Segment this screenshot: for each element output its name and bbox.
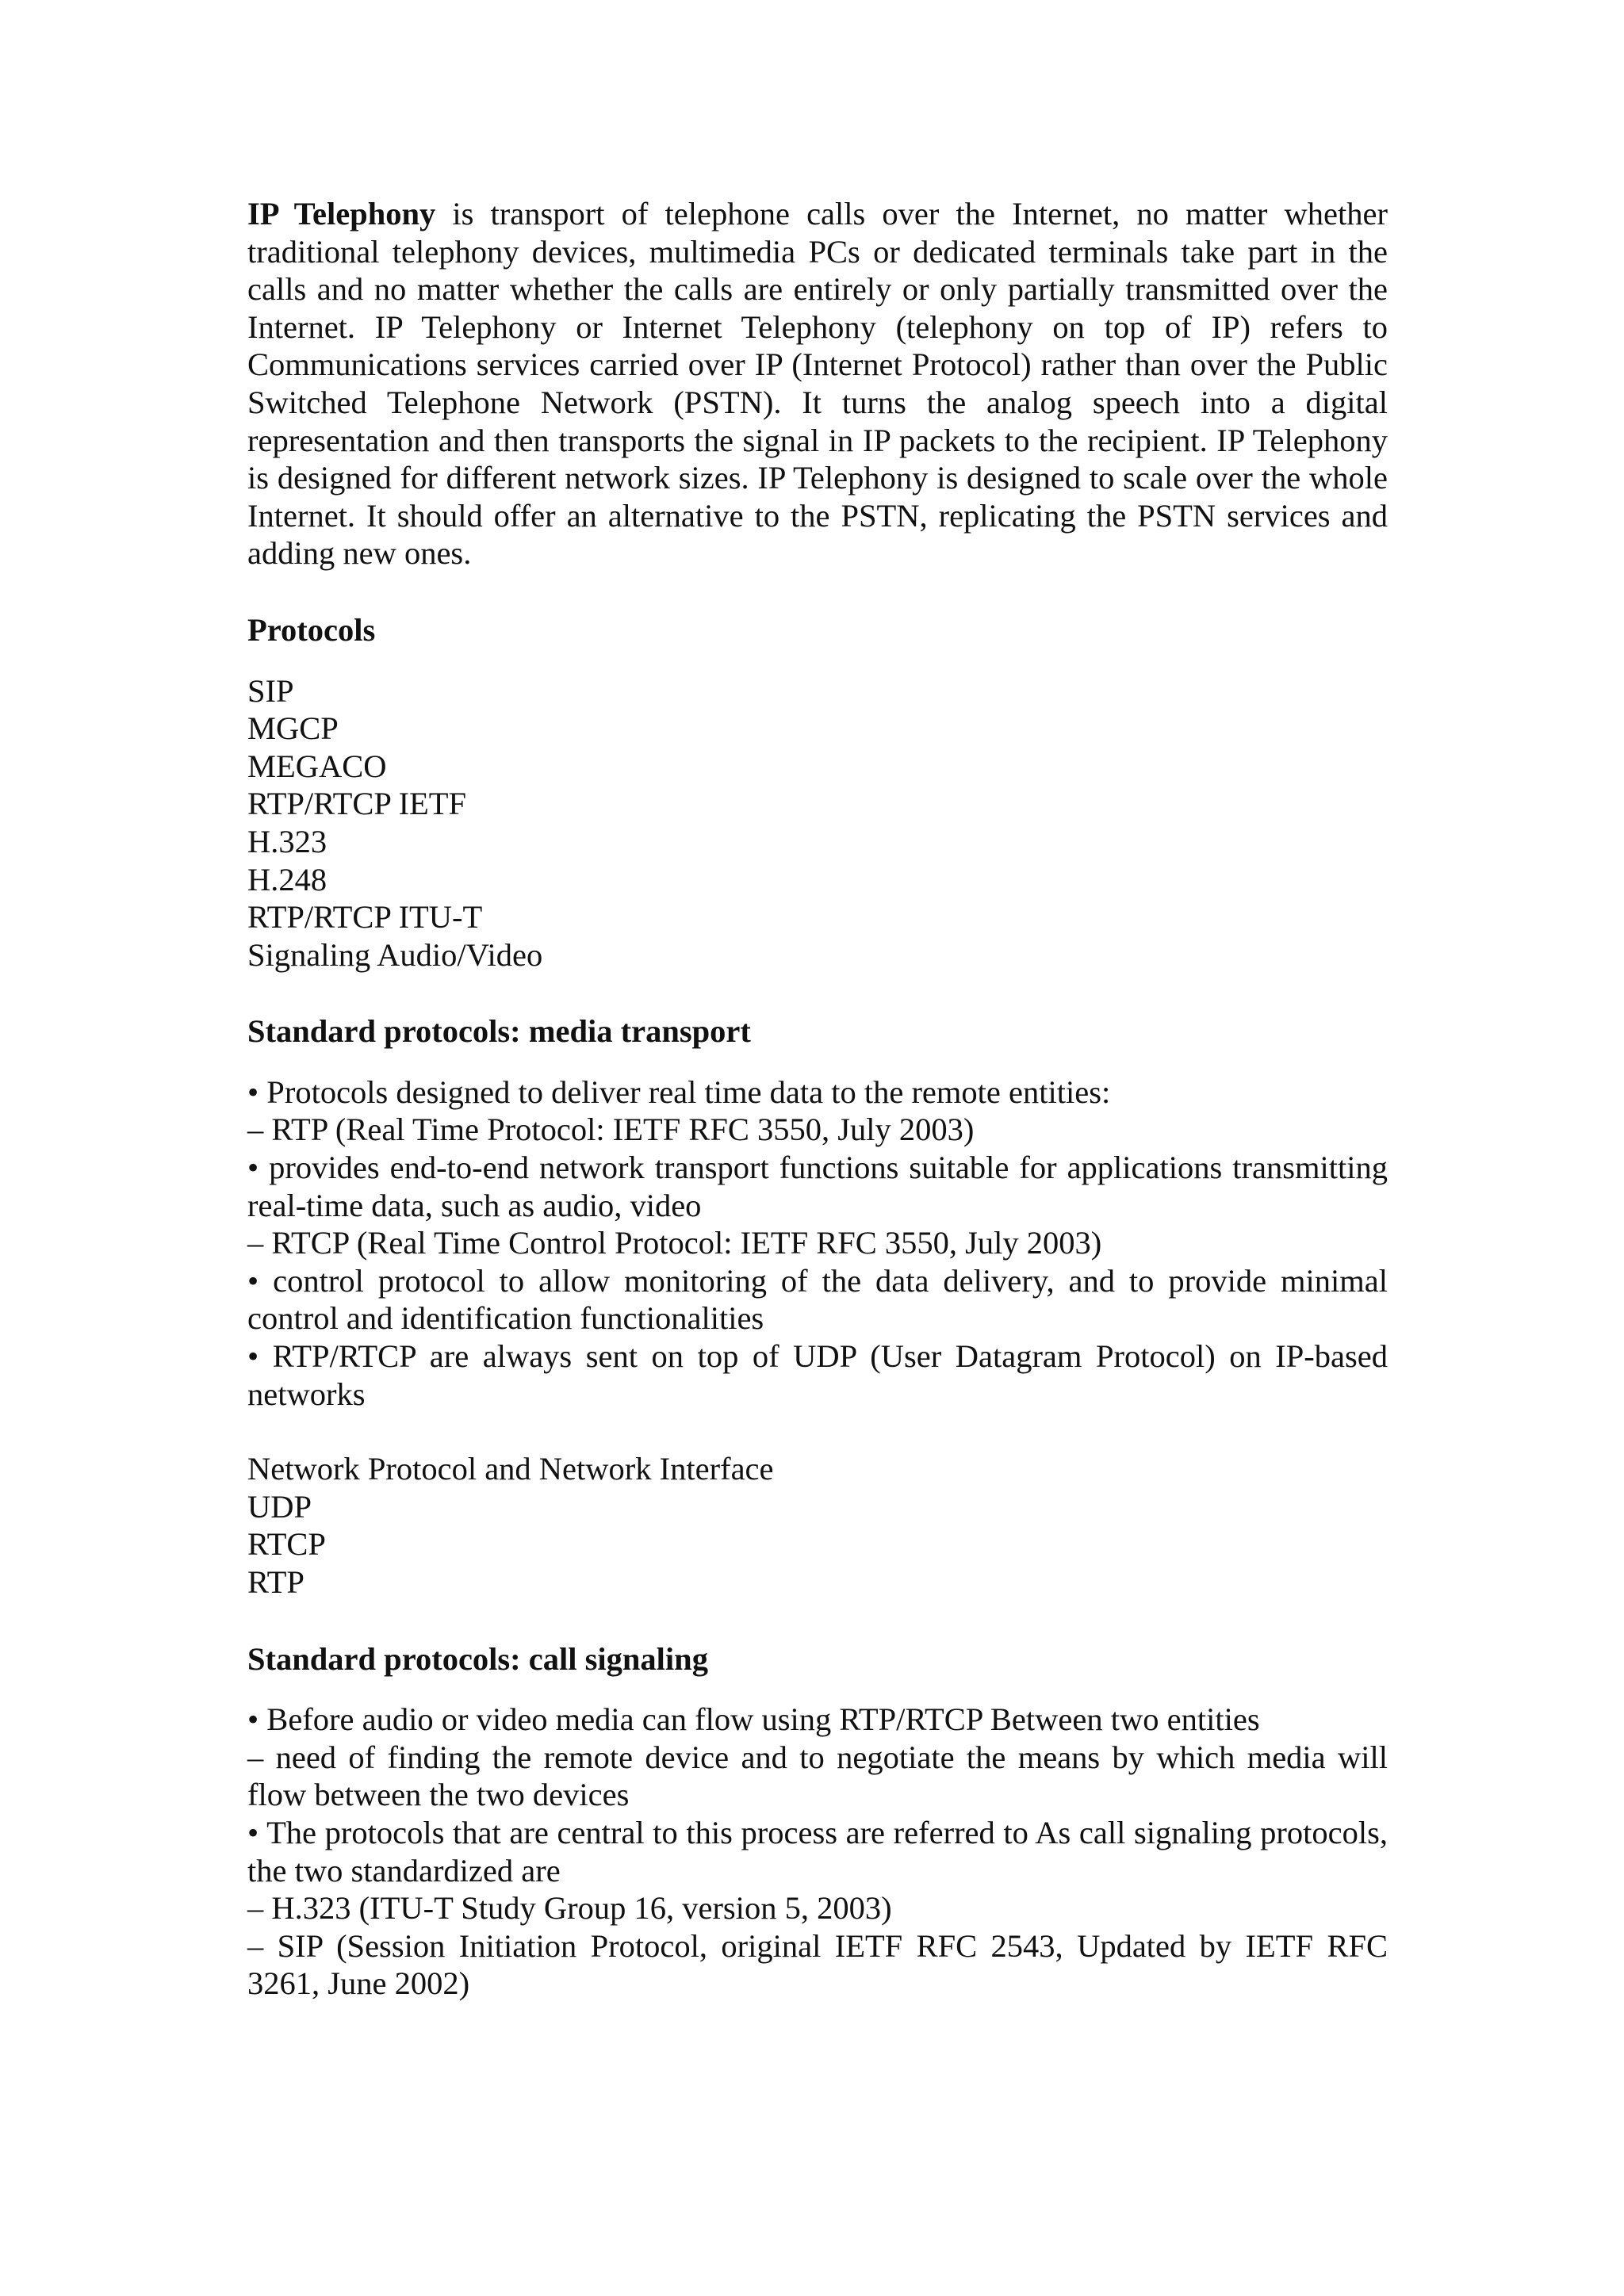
list-item: RTP/RTCP ITU-T xyxy=(247,899,483,936)
bullet-line: • Before audio or video media can flow using RTP/RTCP Between two entities xyxy=(247,1701,1260,1738)
media-transport-body xyxy=(247,1073,1388,1413)
dash-line: – SIP (Session Initiation Protocol, original IETF RFC 2543, Updated by IETF RFC 3261, June 2002) xyxy=(247,1927,1388,2002)
call-signaling-body xyxy=(247,1701,1388,2003)
bullet-line: • RTP/RTCP are always sent on top of UDP (User Datagram Protocol) on IP-based networks xyxy=(247,1338,1388,1412)
document-page xyxy=(247,195,1388,2003)
bullet-line: • control protocol to allow monitoring of the data delivery, and to provide minimal control and identification functionalities xyxy=(247,1262,1388,1337)
intro-term: IP Telephony xyxy=(247,196,436,232)
bullet-line: • Protocols designed to deliver real time data to the remote entities: xyxy=(247,1073,1111,1110)
bullet-line: • The protocols that are central to this process are referred to As call signaling protocols, the two standardized are xyxy=(247,1814,1388,1888)
dash-line: – need of finding the remote device and to negotiate the means by which media will flow between the two devices xyxy=(247,1739,1388,1813)
bullet-line: • provides end-to-end network transport functions suitable for applications transmitting real-time data, such as audio, video xyxy=(247,1150,1388,1223)
list-item: RTP/RTCP IETF xyxy=(247,786,467,822)
dash-line: – RTP (Real Time Protocol: IETF RFC 3550, July 2003) xyxy=(247,1112,975,1148)
dash-line: – RTCP (Real Time Control Protocol: IETF RFC 3550, July 2003) xyxy=(247,1225,1102,1261)
intro-text: is transport of telephone calls over the Internet, no matter whether traditional telephony devices, multimedia PCs or dedicated terminals take part in the calls and no matter whether the calls are entirely or only partially transmitted over the Internet. IP Telephony or Internet Telephony (telephony on top of IP) refers to Communications services carried over IP (Internet Protocol) rather than over the Public Switched Telephone Network (PSTN). It turns the analog speech into a digital representation and then transports the signal in IP packets to the recipient. IP Telephony is designed for different network sizes. IP Telephony is designed to scale over the whole Internet. It should offer an alternative to the PSTN, replicating the PSTN services and adding new ones. xyxy=(247,196,1388,572)
protocol-stack-list xyxy=(247,1450,1388,1601)
list-item: MEGACO xyxy=(247,748,387,784)
media-transport-heading: Standard protocols: media transport xyxy=(247,1013,751,1050)
protocols-list xyxy=(247,672,1388,974)
list-item: RTP xyxy=(247,1564,304,1600)
list-item: RTCP xyxy=(247,1526,326,1563)
dash-line: – H.323 (ITU-T Study Group 16, version 5, 2003) xyxy=(247,1890,892,1927)
list-item: Signaling Audio/Video xyxy=(247,936,543,973)
list-item: MGCP xyxy=(247,710,339,747)
protocols-heading: Protocols xyxy=(247,611,376,648)
list-item: UDP xyxy=(247,1488,312,1525)
list-item: H.248 xyxy=(247,861,327,897)
call-signaling-heading: Standard protocols: call signaling xyxy=(247,1640,708,1677)
list-item: Network Protocol and Network Interface xyxy=(247,1451,774,1487)
intro-paragraph xyxy=(247,195,1388,572)
list-item: SIP xyxy=(247,672,294,709)
list-item: H.323 xyxy=(247,823,327,859)
